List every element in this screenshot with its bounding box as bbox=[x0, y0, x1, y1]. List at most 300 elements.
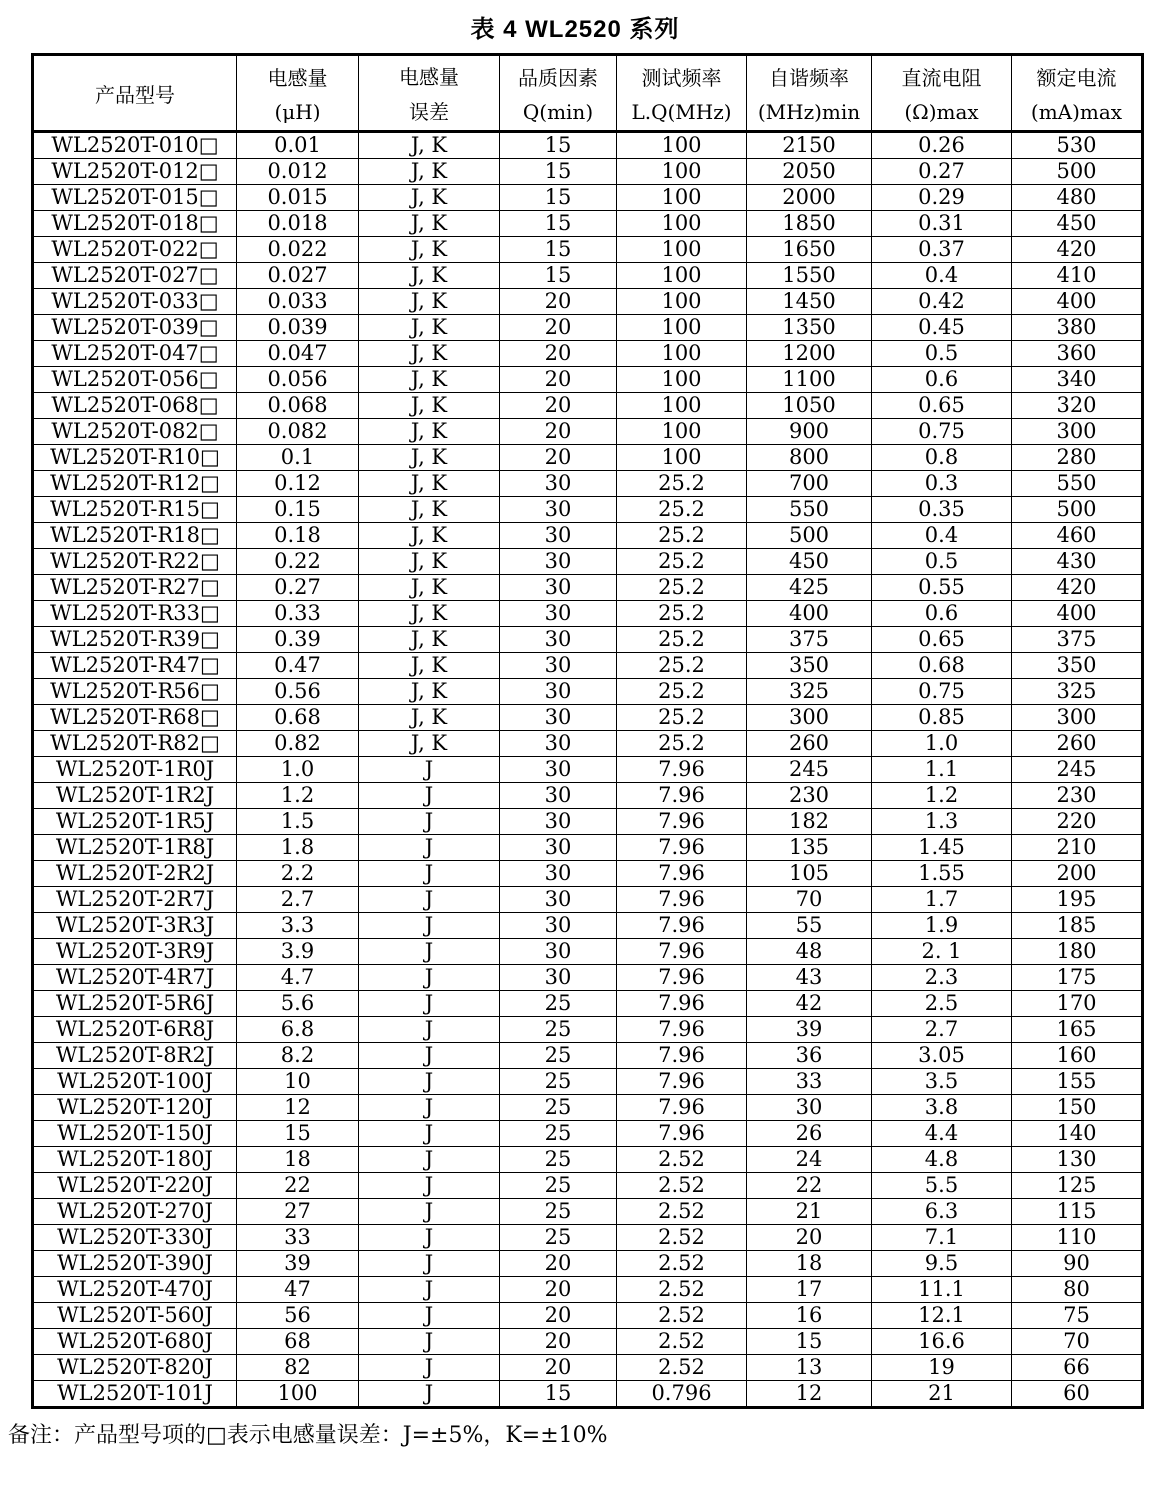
table-cell: 160 bbox=[1012, 1043, 1143, 1069]
table-cell: 30 bbox=[500, 549, 617, 575]
table-cell: 1.45 bbox=[872, 835, 1012, 861]
table-cell: 105 bbox=[747, 861, 872, 887]
table-cell: J bbox=[359, 783, 500, 809]
table-cell: 100 bbox=[617, 263, 747, 289]
table-cell: 30 bbox=[500, 497, 617, 523]
table-cell: 550 bbox=[1012, 471, 1143, 497]
table-cell: 15 bbox=[500, 159, 617, 185]
table-cell: J bbox=[359, 1017, 500, 1043]
table-cell: 0.75 bbox=[872, 419, 1012, 445]
table-cell: 66 bbox=[1012, 1355, 1143, 1381]
table-cell: 350 bbox=[1012, 653, 1143, 679]
table-cell: WL2520T-820J bbox=[33, 1355, 237, 1381]
table-cell: 0.56 bbox=[237, 679, 359, 705]
table-cell: 185 bbox=[1012, 913, 1143, 939]
table-cell: WL2520T-056□ bbox=[33, 367, 237, 393]
table-cell: 325 bbox=[747, 679, 872, 705]
table-cell: 0.26 bbox=[872, 132, 1012, 159]
table-cell: 25.2 bbox=[617, 497, 747, 523]
col-header-unit: (MHz)min bbox=[757, 99, 861, 124]
col-header-rated-current bbox=[1012, 55, 1143, 132]
table-cell: J, K bbox=[359, 731, 500, 757]
table-cell: 25 bbox=[500, 1095, 617, 1121]
table-cell: J bbox=[359, 1277, 500, 1303]
table-cell: WL2520T-018□ bbox=[33, 211, 237, 237]
table-cell: 18 bbox=[747, 1251, 872, 1277]
table-row bbox=[33, 341, 1143, 367]
table-cell: 4.7 bbox=[237, 965, 359, 991]
table-cell: 2000 bbox=[747, 185, 872, 211]
table-cell: J, K bbox=[359, 211, 500, 237]
table-cell: 420 bbox=[1012, 575, 1143, 601]
table-cell: WL2520T-8R2J bbox=[33, 1043, 237, 1069]
table-cell: WL2520T-033□ bbox=[33, 289, 237, 315]
table-cell: 1.5 bbox=[237, 809, 359, 835]
table-cell: WL2520T-3R9J bbox=[33, 939, 237, 965]
table-cell: WL2520T-2R7J bbox=[33, 887, 237, 913]
table-cell: 16 bbox=[747, 1303, 872, 1329]
table-cell: 0.5 bbox=[872, 341, 1012, 367]
table-cell: WL2520T-330J bbox=[33, 1225, 237, 1251]
table-cell: 110 bbox=[1012, 1225, 1143, 1251]
table-row bbox=[33, 523, 1143, 549]
table-cell: WL2520T-R82□ bbox=[33, 731, 237, 757]
table-cell: 100 bbox=[617, 132, 747, 159]
table-cell: J bbox=[359, 861, 500, 887]
table-cell: 0.68 bbox=[237, 705, 359, 731]
table-cell: 25 bbox=[500, 991, 617, 1017]
table-cell: WL2520T-270J bbox=[33, 1199, 237, 1225]
table-cell: 21 bbox=[747, 1199, 872, 1225]
spec-table bbox=[31, 53, 1144, 1409]
table-cell: 20 bbox=[500, 341, 617, 367]
table-cell: 0.35 bbox=[872, 497, 1012, 523]
table-cell: J, K bbox=[359, 497, 500, 523]
table-cell: 20 bbox=[500, 1277, 617, 1303]
table-cell: 1.9 bbox=[872, 913, 1012, 939]
table-cell: 0.39 bbox=[237, 627, 359, 653]
table-cell: 68 bbox=[237, 1329, 359, 1355]
table-cell: 42 bbox=[747, 991, 872, 1017]
table-cell: 20 bbox=[500, 367, 617, 393]
table-cell: 7.96 bbox=[617, 1095, 747, 1121]
col-header-unit: Q(min) bbox=[522, 99, 594, 124]
table-cell: 25.2 bbox=[617, 679, 747, 705]
table-cell: 80 bbox=[1012, 1277, 1143, 1303]
table-cell: WL2520T-R22□ bbox=[33, 549, 237, 575]
table-cell: 1.7 bbox=[872, 887, 1012, 913]
table-cell: 430 bbox=[1012, 549, 1143, 575]
table-cell: J bbox=[359, 1095, 500, 1121]
header-row bbox=[33, 55, 1143, 132]
table-cell: 0.12 bbox=[237, 471, 359, 497]
table-cell: J bbox=[359, 1199, 500, 1225]
col-header-unit: L.Q(MHz) bbox=[631, 99, 732, 124]
table-cell: J, K bbox=[359, 679, 500, 705]
table-cell: WL2520T-1R8J bbox=[33, 835, 237, 861]
table-cell: WL2520T-6R8J bbox=[33, 1017, 237, 1043]
table-cell: 500 bbox=[747, 523, 872, 549]
table-row bbox=[33, 757, 1143, 783]
col-header-unit: 误差 bbox=[409, 100, 449, 124]
table-cell: 7.96 bbox=[617, 913, 747, 939]
table-cell: J bbox=[359, 991, 500, 1017]
table-cell: 12 bbox=[747, 1381, 872, 1408]
table-row bbox=[33, 705, 1143, 731]
table-cell: WL2520T-047□ bbox=[33, 341, 237, 367]
table-cell: 375 bbox=[747, 627, 872, 653]
table-cell: 320 bbox=[1012, 393, 1143, 419]
table-row bbox=[33, 601, 1143, 627]
table-cell: 0.8 bbox=[872, 445, 1012, 471]
table-cell: 13 bbox=[747, 1355, 872, 1381]
table-row bbox=[33, 783, 1143, 809]
col-header-model bbox=[33, 55, 237, 132]
table-cell: WL2520T-560J bbox=[33, 1303, 237, 1329]
table-cell: 7.96 bbox=[617, 965, 747, 991]
table-cell: WL2520T-100J bbox=[33, 1069, 237, 1095]
table-cell: 550 bbox=[747, 497, 872, 523]
table-cell: J, K bbox=[359, 393, 500, 419]
table-cell: 30 bbox=[500, 809, 617, 835]
table-row bbox=[33, 471, 1143, 497]
table-cell: 12.1 bbox=[872, 1303, 1012, 1329]
table-cell: 7.96 bbox=[617, 1017, 747, 1043]
table-cell: 100 bbox=[617, 341, 747, 367]
table-cell: 15 bbox=[500, 237, 617, 263]
table-cell: 130 bbox=[1012, 1147, 1143, 1173]
table-cell: 0.056 bbox=[237, 367, 359, 393]
table-cell: 4.4 bbox=[872, 1121, 1012, 1147]
table-cell: 9.5 bbox=[872, 1251, 1012, 1277]
table-cell: 2.52 bbox=[617, 1225, 747, 1251]
table-cell: 2.5 bbox=[872, 991, 1012, 1017]
table-cell: WL2520T-R15□ bbox=[33, 497, 237, 523]
table-cell: 7.96 bbox=[617, 757, 747, 783]
table-cell: 25.2 bbox=[617, 627, 747, 653]
table-cell: 15 bbox=[500, 132, 617, 159]
table-cell: 21 bbox=[872, 1381, 1012, 1408]
table-cell: 10 bbox=[237, 1069, 359, 1095]
table-cell: WL2520T-180J bbox=[33, 1147, 237, 1173]
col-header-label: 产品型号 bbox=[95, 82, 175, 107]
table-cell: 30 bbox=[500, 731, 617, 757]
table-cell: 43 bbox=[747, 965, 872, 991]
table-cell: 300 bbox=[747, 705, 872, 731]
table-cell: WL2520T-470J bbox=[33, 1277, 237, 1303]
table-cell: 15 bbox=[747, 1329, 872, 1355]
table-cell: 25 bbox=[500, 1173, 617, 1199]
table-cell: 425 bbox=[747, 575, 872, 601]
table-cell: 800 bbox=[747, 445, 872, 471]
table-cell: WL2520T-150J bbox=[33, 1121, 237, 1147]
table-cell: WL2520T-068□ bbox=[33, 393, 237, 419]
table-cell: 15 bbox=[500, 1381, 617, 1408]
table-cell: 0.65 bbox=[872, 627, 1012, 653]
table-row bbox=[33, 679, 1143, 705]
table-cell: J, K bbox=[359, 367, 500, 393]
table-cell: J bbox=[359, 1381, 500, 1408]
table-cell: WL2520T-022□ bbox=[33, 237, 237, 263]
table-cell: 480 bbox=[1012, 185, 1143, 211]
table-cell: 20 bbox=[500, 1251, 617, 1277]
table-cell: 0.4 bbox=[872, 263, 1012, 289]
table-cell: 0.018 bbox=[237, 211, 359, 237]
table-cell: WL2520T-R47□ bbox=[33, 653, 237, 679]
table-cell: 2150 bbox=[747, 132, 872, 159]
table-row bbox=[33, 731, 1143, 757]
table-cell: 380 bbox=[1012, 315, 1143, 341]
table-cell: J, K bbox=[359, 445, 500, 471]
datasheet-page bbox=[0, 9, 1150, 1449]
table-cell: J bbox=[359, 1043, 500, 1069]
table-cell: 0.047 bbox=[237, 341, 359, 367]
table-cell: WL2520T-1R5J bbox=[33, 809, 237, 835]
table-cell: WL2520T-R12□ bbox=[33, 471, 237, 497]
table-cell: 230 bbox=[1012, 783, 1143, 809]
col-header-label: 电感量 bbox=[399, 65, 459, 89]
table-cell: 0.29 bbox=[872, 185, 1012, 211]
table-cell: 135 bbox=[747, 835, 872, 861]
table-cell: 530 bbox=[1012, 132, 1143, 159]
table-cell: 75 bbox=[1012, 1303, 1143, 1329]
table-cell: 300 bbox=[1012, 705, 1143, 731]
table-cell: 3.9 bbox=[237, 939, 359, 965]
table-cell: 33 bbox=[747, 1069, 872, 1095]
table-cell: 0.6 bbox=[872, 601, 1012, 627]
table-row bbox=[33, 1043, 1143, 1069]
table-cell: 25 bbox=[500, 1147, 617, 1173]
table-cell: 30 bbox=[747, 1095, 872, 1121]
table-cell: 0.068 bbox=[237, 393, 359, 419]
table-cell: 410 bbox=[1012, 263, 1143, 289]
table-cell: 1850 bbox=[747, 211, 872, 237]
footnote: 备注：产品型号项的□表示电感量误差：J=±5%，K=±10% bbox=[8, 1423, 608, 1448]
table-cell: 0.45 bbox=[872, 315, 1012, 341]
table-cell: J, K bbox=[359, 159, 500, 185]
table-cell: 0.6 bbox=[872, 367, 1012, 393]
table-cell: J, K bbox=[359, 315, 500, 341]
col-header-label: 直流电阻 bbox=[901, 66, 982, 91]
table-row bbox=[33, 289, 1143, 315]
table-cell: 3.05 bbox=[872, 1043, 1012, 1069]
table-row bbox=[33, 367, 1143, 393]
table-cell: 0.31 bbox=[872, 211, 1012, 237]
table-body bbox=[33, 132, 1143, 1408]
table-cell: 27 bbox=[237, 1199, 359, 1225]
table-cell: J, K bbox=[359, 289, 500, 315]
table-cell: 100 bbox=[237, 1381, 359, 1408]
table-cell: 12 bbox=[237, 1095, 359, 1121]
table-cell: WL2520T-5R6J bbox=[33, 991, 237, 1017]
table-row bbox=[33, 1121, 1143, 1147]
table-cell: 2.52 bbox=[617, 1355, 747, 1381]
table-cell: 39 bbox=[747, 1017, 872, 1043]
table-cell: 150 bbox=[1012, 1095, 1143, 1121]
table-cell: WL2520T-1R2J bbox=[33, 783, 237, 809]
table-cell: 100 bbox=[617, 419, 747, 445]
table-cell: 36 bbox=[747, 1043, 872, 1069]
table-cell: 460 bbox=[1012, 523, 1143, 549]
table-row bbox=[33, 1069, 1143, 1095]
table-cell: 400 bbox=[747, 601, 872, 627]
table-cell: 2.7 bbox=[237, 887, 359, 913]
table-cell: 2050 bbox=[747, 159, 872, 185]
table-cell: 18 bbox=[237, 1147, 359, 1173]
table-cell: 25.2 bbox=[617, 705, 747, 731]
table-cell: 260 bbox=[747, 731, 872, 757]
table-cell: 420 bbox=[1012, 237, 1143, 263]
table-cell: 2.52 bbox=[617, 1147, 747, 1173]
table-cell: J, K bbox=[359, 237, 500, 263]
table-cell: 0.033 bbox=[237, 289, 359, 315]
table-cell: 5.6 bbox=[237, 991, 359, 1017]
table-cell: 325 bbox=[1012, 679, 1143, 705]
table-cell: 0.33 bbox=[237, 601, 359, 627]
table-cell: J bbox=[359, 835, 500, 861]
table-row bbox=[33, 575, 1143, 601]
table-row bbox=[33, 861, 1143, 887]
table-cell: J, K bbox=[359, 601, 500, 627]
table-cell: 0.5 bbox=[872, 549, 1012, 575]
table-row bbox=[33, 809, 1143, 835]
table-cell: 24 bbox=[747, 1147, 872, 1173]
table-cell: 4.8 bbox=[872, 1147, 1012, 1173]
table-cell: 7.96 bbox=[617, 835, 747, 861]
table-row bbox=[33, 1147, 1143, 1173]
table-cell: WL2520T-120J bbox=[33, 1095, 237, 1121]
table-cell: J, K bbox=[359, 341, 500, 367]
table-cell: 1050 bbox=[747, 393, 872, 419]
table-row bbox=[33, 1251, 1143, 1277]
table-cell: 0.027 bbox=[237, 263, 359, 289]
table-cell: WL2520T-3R3J bbox=[33, 913, 237, 939]
table-cell: 25.2 bbox=[617, 575, 747, 601]
table-cell: 195 bbox=[1012, 887, 1143, 913]
table-cell: 0.37 bbox=[872, 237, 1012, 263]
table-cell: 0.4 bbox=[872, 523, 1012, 549]
table-cell: 100 bbox=[617, 445, 747, 471]
table-cell: 25 bbox=[500, 1225, 617, 1251]
table-cell: 7.96 bbox=[617, 1121, 747, 1147]
col-header-label: 电感量 bbox=[267, 66, 328, 91]
table-cell: 2.52 bbox=[617, 1329, 747, 1355]
table-cell: 20 bbox=[500, 1355, 617, 1381]
table-cell: 1.0 bbox=[237, 757, 359, 783]
table-cell: 2.52 bbox=[617, 1251, 747, 1277]
table-cell: 30 bbox=[500, 861, 617, 887]
table-cell: 6.3 bbox=[872, 1199, 1012, 1225]
table-cell: 0.65 bbox=[872, 393, 1012, 419]
table-cell: 47 bbox=[237, 1277, 359, 1303]
table-cell: 7.96 bbox=[617, 861, 747, 887]
table-row bbox=[33, 1095, 1143, 1121]
table-cell: 0.27 bbox=[872, 159, 1012, 185]
table-cell: 6.8 bbox=[237, 1017, 359, 1043]
table-cell: 1.8 bbox=[237, 835, 359, 861]
table-cell: WL2520T-R33□ bbox=[33, 601, 237, 627]
table-cell: 500 bbox=[1012, 497, 1143, 523]
table-cell: 39 bbox=[237, 1251, 359, 1277]
table-cell: 180 bbox=[1012, 939, 1143, 965]
table-cell: 0.42 bbox=[872, 289, 1012, 315]
table-cell: 20 bbox=[500, 1303, 617, 1329]
table-cell: 30 bbox=[500, 887, 617, 913]
table-cell: 20 bbox=[500, 393, 617, 419]
table-cell: WL2520T-R39□ bbox=[33, 627, 237, 653]
table-cell: 220 bbox=[1012, 809, 1143, 835]
table-cell: J bbox=[359, 1355, 500, 1381]
table-cell: 25 bbox=[500, 1043, 617, 1069]
table-row bbox=[33, 237, 1143, 263]
table-cell: 1450 bbox=[747, 289, 872, 315]
table-cell: 11.1 bbox=[872, 1277, 1012, 1303]
col-header-unit: (Ω)max bbox=[904, 99, 979, 124]
table-row bbox=[33, 1199, 1143, 1225]
table-row bbox=[33, 1277, 1143, 1303]
table-cell: 5.5 bbox=[872, 1173, 1012, 1199]
col-header-label: 额定电流 bbox=[1036, 66, 1117, 91]
table-cell: 20 bbox=[500, 445, 617, 471]
table-cell: J bbox=[359, 1225, 500, 1251]
table-cell: 7.96 bbox=[617, 1043, 747, 1069]
table-cell: 100 bbox=[617, 367, 747, 393]
table-cell: 8.2 bbox=[237, 1043, 359, 1069]
table-row bbox=[33, 132, 1143, 159]
table-cell: J bbox=[359, 1251, 500, 1277]
table-cell: 245 bbox=[747, 757, 872, 783]
table-header bbox=[33, 55, 1143, 132]
table-cell: 60 bbox=[1012, 1381, 1143, 1408]
table-cell: 25.2 bbox=[617, 731, 747, 757]
table-cell: 3.5 bbox=[872, 1069, 1012, 1095]
table-cell: 140 bbox=[1012, 1121, 1143, 1147]
col-header-self-resonant-frequency bbox=[747, 55, 872, 132]
table-cell: J, K bbox=[359, 575, 500, 601]
table-cell: 30 bbox=[500, 705, 617, 731]
table-cell: J, K bbox=[359, 549, 500, 575]
col-header-tolerance bbox=[359, 55, 500, 132]
table-cell: WL2520T-1R0J bbox=[33, 757, 237, 783]
table-row bbox=[33, 1381, 1143, 1408]
table-cell: WL2520T-2R2J bbox=[33, 861, 237, 887]
table-cell: J, K bbox=[359, 263, 500, 289]
table-cell: 2.7 bbox=[872, 1017, 1012, 1043]
table-cell: 25 bbox=[500, 1199, 617, 1225]
table-cell: 100 bbox=[617, 185, 747, 211]
table-cell: 280 bbox=[1012, 445, 1143, 471]
table-cell: 0.75 bbox=[872, 679, 1012, 705]
table-cell: 1.1 bbox=[872, 757, 1012, 783]
table-cell: 1350 bbox=[747, 315, 872, 341]
table-cell: 15 bbox=[237, 1121, 359, 1147]
table-row bbox=[33, 965, 1143, 991]
table-cell: 25 bbox=[500, 1017, 617, 1043]
table-cell: WL2520T-R18□ bbox=[33, 523, 237, 549]
table-cell: 30 bbox=[500, 835, 617, 861]
table-cell: 100 bbox=[617, 393, 747, 419]
table-cell: 30 bbox=[500, 679, 617, 705]
table-cell: 0.55 bbox=[872, 575, 1012, 601]
table-cell: 25.2 bbox=[617, 471, 747, 497]
table-cell: 3.8 bbox=[872, 1095, 1012, 1121]
table-cell: 210 bbox=[1012, 835, 1143, 861]
table-cell: 30 bbox=[500, 471, 617, 497]
table-cell: WL2520T-039□ bbox=[33, 315, 237, 341]
table-cell: WL2520T-101J bbox=[33, 1381, 237, 1408]
table-cell: J, K bbox=[359, 471, 500, 497]
table-row bbox=[33, 159, 1143, 185]
